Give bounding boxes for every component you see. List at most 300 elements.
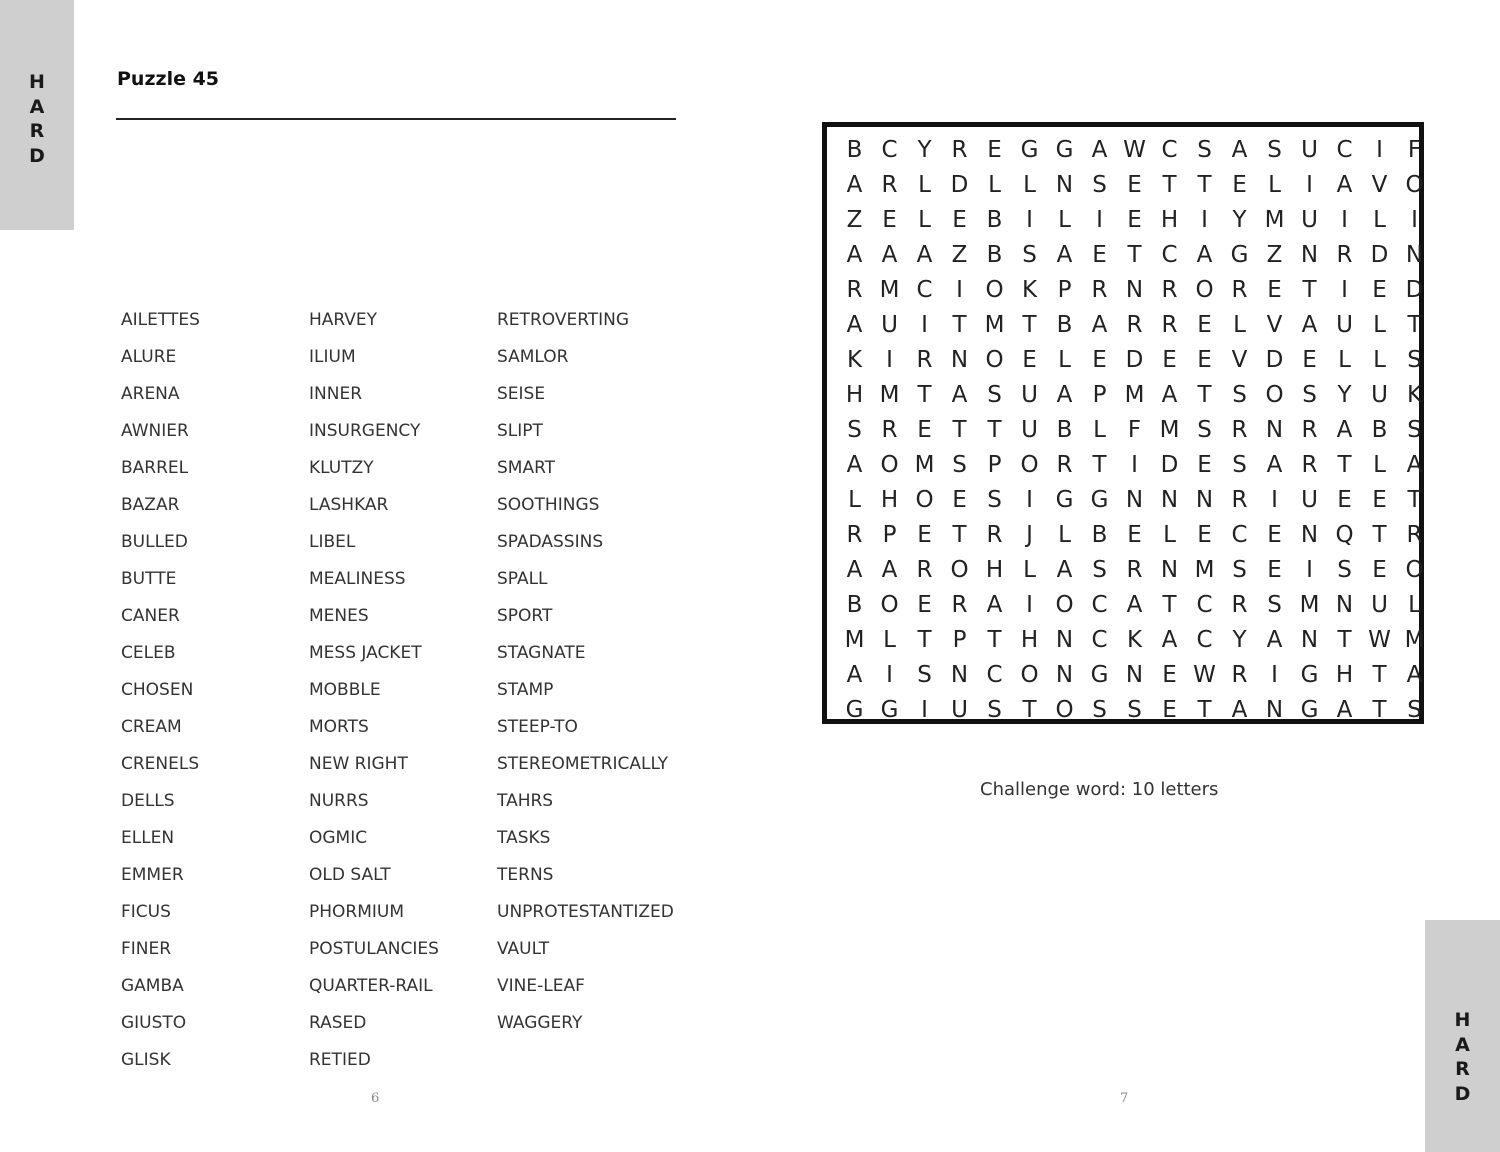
grid-letter-cell[interactable]: C bbox=[1196, 591, 1213, 618]
grid-letter-cell[interactable]: B bbox=[846, 136, 863, 163]
grid-letter-cell[interactable]: I bbox=[921, 311, 928, 338]
word-list-item: RETIED bbox=[309, 1050, 371, 1070]
grid-letter-cell[interactable]: R bbox=[1231, 661, 1248, 688]
grid-letter-cell[interactable]: S bbox=[1092, 556, 1107, 583]
grid-letter-cell[interactable]: D bbox=[1160, 451, 1179, 478]
grid-letter-cell[interactable]: R bbox=[1126, 311, 1143, 338]
grid-letter-cell[interactable]: R bbox=[846, 276, 863, 303]
grid-letter-cell[interactable]: I bbox=[1026, 486, 1033, 513]
grid-letter-cell[interactable]: R bbox=[951, 136, 968, 163]
grid-letter-cell[interactable]: T bbox=[917, 381, 932, 408]
grid-letter-cell[interactable]: A bbox=[1056, 241, 1073, 268]
grid-letter-cell[interactable]: E bbox=[1162, 346, 1177, 373]
grid-letter-cell[interactable]: W bbox=[1368, 626, 1391, 653]
grid-letter-cell[interactable]: I bbox=[1026, 206, 1033, 233]
grid-letter-cell[interactable]: G bbox=[1055, 486, 1074, 513]
grid-letter-cell[interactable]: E bbox=[1337, 486, 1352, 513]
grid-letter-cell[interactable]: I bbox=[1271, 486, 1278, 513]
grid-letter-cell[interactable]: V bbox=[1371, 171, 1388, 198]
grid-letter-cell[interactable]: J bbox=[1026, 521, 1033, 548]
grid-letter-cell[interactable]: G bbox=[1300, 661, 1319, 688]
grid-letter-cell[interactable]: E bbox=[1127, 206, 1142, 233]
grid-letter-cell[interactable]: C bbox=[916, 276, 933, 303]
grid-letter-cell[interactable]: L bbox=[1058, 206, 1071, 233]
grid-letter-cell[interactable]: T bbox=[987, 416, 1002, 443]
grid-letter-cell[interactable]: R bbox=[1091, 276, 1108, 303]
word-list-item: PHORMIUM bbox=[309, 902, 405, 922]
grid-letter-cell[interactable]: A bbox=[1301, 311, 1318, 338]
grid-letter-cell[interactable]: I bbox=[1131, 451, 1138, 478]
grid-letter-cell[interactable]: C bbox=[881, 136, 898, 163]
grid-letter-cell[interactable]: L bbox=[1268, 171, 1281, 198]
grid-letter-cell[interactable]: M bbox=[844, 626, 865, 653]
grid-letter-cell[interactable]: A bbox=[1336, 171, 1353, 198]
grid-letter-cell[interactable]: R bbox=[951, 591, 968, 618]
grid-letter-cell[interactable]: S bbox=[1092, 171, 1107, 198]
grid-letter-cell[interactable]: U bbox=[881, 311, 898, 338]
grid-letter-cell[interactable]: S bbox=[1232, 381, 1247, 408]
grid-letter-cell[interactable]: B bbox=[1056, 311, 1073, 338]
grid-letter-cell[interactable]: I bbox=[1201, 206, 1208, 233]
grid-letter-cell[interactable]: I bbox=[1341, 276, 1348, 303]
grid-letter-cell[interactable]: B bbox=[986, 206, 1003, 233]
grid-letter-cell[interactable]: N bbox=[1125, 661, 1144, 688]
grid-letter-cell[interactable]: S bbox=[1127, 696, 1142, 723]
grid-letter-cell[interactable]: T bbox=[1302, 276, 1317, 303]
grid-letter-cell[interactable]: A bbox=[986, 591, 1003, 618]
grid-letter-cell[interactable]: R bbox=[1126, 556, 1143, 583]
grid-letter-cell[interactable]: E bbox=[1372, 486, 1387, 513]
grid-letter-cell[interactable]: L bbox=[1023, 171, 1036, 198]
grid-letter-cell[interactable]: Y bbox=[1232, 206, 1247, 233]
grid-letter-cell[interactable]: O bbox=[880, 591, 899, 618]
puzzle-title: Puzzle 45 bbox=[117, 68, 220, 90]
grid-letter-cell[interactable]: R bbox=[1336, 241, 1353, 268]
grid-letter-cell[interactable]: L bbox=[918, 171, 931, 198]
grid-letter-cell[interactable]: O bbox=[1020, 661, 1039, 688]
grid-letter-cell[interactable]: Z bbox=[1266, 241, 1283, 268]
grid-letter-cell[interactable]: T bbox=[1022, 311, 1037, 338]
grid-letter-cell[interactable]: E bbox=[1232, 171, 1247, 198]
grid-letter-cell[interactable]: S bbox=[1197, 136, 1212, 163]
grid-letter-cell[interactable]: T bbox=[1372, 661, 1387, 688]
grid-letter-cell[interactable]: C bbox=[1091, 591, 1108, 618]
page-number-right: 7 bbox=[1120, 1091, 1129, 1106]
grid-letter-cell[interactable]: S bbox=[1337, 556, 1352, 583]
grid-letter-cell[interactable]: B bbox=[846, 591, 863, 618]
grid-letter-cell[interactable]: N bbox=[1055, 626, 1074, 653]
grid-letter-cell[interactable]: E bbox=[1372, 276, 1387, 303]
grid-letter-cell[interactable]: U bbox=[1021, 416, 1038, 443]
grid-letter-cell[interactable]: E bbox=[1267, 276, 1282, 303]
grid-letter-cell[interactable]: O bbox=[950, 556, 969, 583]
grid-letter-cell[interactable]: U bbox=[1371, 381, 1388, 408]
grid-letter-cell[interactable]: E bbox=[1372, 556, 1387, 583]
grid-letter-cell[interactable]: A bbox=[1196, 241, 1213, 268]
grid-letter-cell[interactable]: R bbox=[881, 171, 898, 198]
grid-letter-cell[interactable]: L bbox=[1023, 556, 1036, 583]
grid-letter-cell[interactable]: S bbox=[1302, 381, 1317, 408]
grid-letter-cell[interactable]: I bbox=[1376, 136, 1383, 163]
grid-letter-cell[interactable]: H bbox=[1020, 626, 1039, 653]
grid-letter-cell[interactable]: D bbox=[1125, 346, 1144, 373]
grid-letter-cell[interactable]: K bbox=[846, 346, 863, 373]
grid-letter-cell[interactable]: A bbox=[1406, 451, 1423, 478]
grid-letter-cell[interactable]: S bbox=[847, 416, 862, 443]
grid-letter-cell[interactable]: A bbox=[1091, 136, 1108, 163]
grid-letter-cell[interactable]: H bbox=[1160, 206, 1179, 233]
grid-letter-cell[interactable]: P bbox=[952, 626, 967, 653]
grid-letter-cell[interactable]: R bbox=[1301, 451, 1318, 478]
grid-letter-cell[interactable]: L bbox=[1163, 521, 1176, 548]
grid-letter-cell[interactable]: L bbox=[1058, 346, 1071, 373]
grid-letter-cell[interactable]: I bbox=[1306, 556, 1313, 583]
grid-letter-cell[interactable]: T bbox=[1162, 591, 1177, 618]
grid-letter-cell[interactable]: T bbox=[987, 626, 1002, 653]
grid-letter-cell[interactable]: D bbox=[1265, 346, 1284, 373]
grid-letter-cell[interactable]: L bbox=[1338, 346, 1351, 373]
grid-letter-cell[interactable]: A bbox=[1126, 591, 1143, 618]
grid-letter-cell[interactable]: L bbox=[1373, 311, 1386, 338]
grid-letter-cell[interactable]: C bbox=[1161, 136, 1178, 163]
grid-letter-cell[interactable]: T bbox=[1127, 241, 1142, 268]
grid-letter-cell[interactable]: I bbox=[1341, 206, 1348, 233]
grid-letter-cell[interactable]: E bbox=[1092, 241, 1107, 268]
grid-letter-cell[interactable]: T bbox=[1092, 451, 1107, 478]
grid-letter-cell[interactable]: G bbox=[1230, 241, 1249, 268]
grid-letter-cell[interactable]: O bbox=[1055, 696, 1074, 723]
grid-letter-cell[interactable]: A bbox=[846, 171, 863, 198]
grid-letter-cell[interactable]: L bbox=[1373, 206, 1386, 233]
grid-letter-cell[interactable]: A bbox=[881, 241, 898, 268]
grid-letter-cell[interactable]: C bbox=[1161, 241, 1178, 268]
grid-letter-cell[interactable]: S bbox=[987, 486, 1002, 513]
grid-letter-cell[interactable]: A bbox=[846, 451, 863, 478]
grid-letter-cell[interactable]: A bbox=[1406, 661, 1423, 688]
grid-letter-cell[interactable]: L bbox=[1093, 416, 1106, 443]
grid-letter-cell[interactable]: N bbox=[1055, 661, 1074, 688]
grid-letter-cell[interactable]: N bbox=[1160, 556, 1179, 583]
grid-letter-cell[interactable]: S bbox=[1232, 451, 1247, 478]
grid-letter-cell[interactable]: I bbox=[956, 276, 963, 303]
grid-letter-cell[interactable]: Y bbox=[1232, 626, 1247, 653]
grid-letter-cell[interactable]: P bbox=[1057, 276, 1072, 303]
grid-letter-cell[interactable]: U bbox=[1021, 381, 1038, 408]
grid-letter-cell[interactable]: T bbox=[917, 626, 932, 653]
grid-letter-cell[interactable]: A bbox=[1231, 136, 1248, 163]
grid-letter-cell[interactable]: H bbox=[880, 486, 899, 513]
grid-letter-cell[interactable]: E bbox=[1267, 556, 1282, 583]
grid-letter-cell[interactable]: U bbox=[1301, 486, 1318, 513]
grid-letter-cell[interactable]: G bbox=[845, 696, 864, 723]
grid-letter-cell[interactable]: I bbox=[886, 346, 893, 373]
grid-letter-cell[interactable]: U bbox=[1301, 206, 1318, 233]
grid-letter-cell[interactable]: S bbox=[987, 381, 1002, 408]
grid-letter-cell[interactable]: Y bbox=[1337, 381, 1352, 408]
word-list-item: BULLED bbox=[121, 532, 188, 552]
grid-letter-cell[interactable]: S bbox=[1267, 591, 1282, 618]
grid-letter-cell[interactable]: O bbox=[1195, 276, 1214, 303]
grid-letter-cell[interactable]: Z bbox=[951, 241, 968, 268]
grid-letter-cell[interactable]: R bbox=[916, 556, 933, 583]
grid-letter-cell[interactable]: T bbox=[1372, 521, 1387, 548]
grid-letter-cell[interactable]: O bbox=[1265, 381, 1284, 408]
grid-letter-cell[interactable]: O bbox=[1405, 171, 1424, 198]
grid-letter-cell[interactable]: O bbox=[880, 451, 899, 478]
grid-letter-cell[interactable]: E bbox=[1302, 346, 1317, 373]
grid-letter-cell[interactable]: N bbox=[1265, 416, 1284, 443]
grid-letter-cell[interactable]: S bbox=[1092, 696, 1107, 723]
grid-letter-cell[interactable]: R bbox=[1231, 486, 1248, 513]
grid-letter-cell[interactable]: M bbox=[1194, 556, 1215, 583]
grid-letter-cell[interactable]: F bbox=[1407, 136, 1422, 163]
word-list-item: TAHRS bbox=[497, 791, 554, 811]
grid-letter-cell[interactable]: L bbox=[848, 486, 861, 513]
grid-letter-cell[interactable]: T bbox=[1022, 696, 1037, 723]
grid-letter-cell[interactable]: I bbox=[1096, 206, 1103, 233]
grid-letter-cell[interactable]: L bbox=[883, 626, 896, 653]
grid-letter-cell[interactable]: E bbox=[952, 486, 967, 513]
grid-letter-cell[interactable]: U bbox=[1301, 136, 1318, 163]
grid-letter-cell[interactable]: T bbox=[1372, 696, 1387, 723]
grid-letter-cell[interactable]: N bbox=[1300, 521, 1319, 548]
grid-letter-cell[interactable]: A bbox=[1056, 556, 1073, 583]
grid-letter-cell[interactable]: S bbox=[987, 696, 1002, 723]
grid-letter-cell[interactable]: R bbox=[1231, 591, 1248, 618]
grid-letter-cell[interactable]: C bbox=[986, 661, 1003, 688]
grid-letter-cell[interactable]: N bbox=[1195, 486, 1214, 513]
grid-letter-cell[interactable]: M bbox=[1124, 381, 1145, 408]
grid-letter-cell[interactable]: N bbox=[950, 346, 969, 373]
grid-letter-cell[interactable]: Y bbox=[917, 136, 932, 163]
grid-letter-cell[interactable]: G bbox=[1090, 486, 1109, 513]
grid-letter-cell[interactable]: E bbox=[1197, 521, 1212, 548]
grid-letter-cell[interactable]: O bbox=[985, 346, 1004, 373]
grid-letter-cell[interactable]: E bbox=[1162, 696, 1177, 723]
grid-letter-cell[interactable]: N bbox=[1300, 241, 1319, 268]
grid-letter-cell[interactable]: R bbox=[1161, 311, 1178, 338]
grid-letter-cell[interactable]: E bbox=[987, 136, 1002, 163]
grid-letter-cell[interactable]: A bbox=[1091, 311, 1108, 338]
grid-letter-cell[interactable]: L bbox=[1058, 521, 1071, 548]
grid-letter-cell[interactable]: A bbox=[1231, 696, 1248, 723]
grid-letter-cell[interactable]: A bbox=[1336, 696, 1353, 723]
grid-letter-cell[interactable]: L bbox=[1408, 591, 1421, 618]
grid-letter-cell[interactable]: N bbox=[1055, 171, 1074, 198]
grid-letter-cell[interactable]: A bbox=[951, 381, 968, 408]
grid-letter-cell[interactable]: H bbox=[985, 556, 1004, 583]
grid-letter-cell[interactable]: A bbox=[1056, 381, 1073, 408]
grid-letter-cell[interactable]: B bbox=[986, 241, 1003, 268]
grid-letter-cell[interactable]: W bbox=[1193, 661, 1216, 688]
grid-letter-cell[interactable]: P bbox=[987, 451, 1002, 478]
grid-letter-cell[interactable]: K bbox=[1126, 626, 1143, 653]
grid-letter-cell[interactable]: A bbox=[846, 311, 863, 338]
grid-letter-cell[interactable]: A bbox=[846, 241, 863, 268]
grid-letter-cell[interactable]: S bbox=[1407, 346, 1422, 373]
grid-letter-cell[interactable]: I bbox=[1271, 661, 1278, 688]
grid-letter-cell[interactable]: R bbox=[1161, 276, 1178, 303]
grid-letter-cell[interactable]: S bbox=[1267, 136, 1282, 163]
grid-letter-cell[interactable]: A bbox=[1161, 626, 1178, 653]
grid-letter-cell[interactable]: A bbox=[1266, 626, 1283, 653]
grid-letter-cell[interactable]: R bbox=[916, 346, 933, 373]
grid-letter-cell[interactable]: H bbox=[1335, 661, 1354, 688]
grid-letter-cell[interactable]: G bbox=[1020, 136, 1039, 163]
grid-letter-cell[interactable]: T bbox=[1407, 486, 1422, 513]
grid-letter-cell[interactable]: N bbox=[1405, 241, 1424, 268]
grid-letter-cell[interactable]: B bbox=[1371, 416, 1388, 443]
grid-letter-cell[interactable]: B bbox=[1056, 416, 1073, 443]
grid-letter-cell[interactable]: M bbox=[1404, 626, 1425, 653]
grid-letter-cell[interactable]: R bbox=[1231, 416, 1248, 443]
grid-letter-cell[interactable]: E bbox=[1092, 346, 1107, 373]
grid-letter-cell[interactable]: A bbox=[1336, 416, 1353, 443]
grid-letter-cell[interactable]: A bbox=[846, 661, 863, 688]
grid-letter-cell[interactable]: E bbox=[1267, 521, 1282, 548]
grid-letter-cell[interactable]: T bbox=[952, 521, 967, 548]
grid-letter-cell[interactable]: P bbox=[882, 521, 897, 548]
word-list-item: GLISK bbox=[121, 1050, 171, 1070]
grid-letter-cell[interactable]: T bbox=[1337, 626, 1352, 653]
grid-letter-cell[interactable]: M bbox=[914, 451, 935, 478]
grid-letter-cell[interactable]: W bbox=[1123, 136, 1146, 163]
grid-letter-cell[interactable]: E bbox=[917, 591, 932, 618]
grid-letter-cell[interactable]: T bbox=[1162, 171, 1177, 198]
grid-letter-cell[interactable]: R bbox=[881, 416, 898, 443]
grid-letter-cell[interactable]: D bbox=[1405, 276, 1424, 303]
grid-letter-cell[interactable]: M bbox=[984, 311, 1005, 338]
grid-letter-cell[interactable]: L bbox=[918, 206, 931, 233]
grid-letter-cell[interactable]: L bbox=[1373, 346, 1386, 373]
grid-letter-cell[interactable]: A bbox=[916, 241, 933, 268]
grid-letter-cell[interactable]: V bbox=[1231, 346, 1248, 373]
word-list-item: SOOTHINGS bbox=[497, 495, 600, 515]
grid-letter-cell[interactable]: R bbox=[1231, 276, 1248, 303]
grid-letter-cell[interactable]: O bbox=[1405, 556, 1424, 583]
grid-letter-cell[interactable]: C bbox=[1091, 626, 1108, 653]
grid-letter-cell[interactable]: V bbox=[1266, 311, 1283, 338]
grid-letter-cell[interactable]: B bbox=[1091, 521, 1108, 548]
grid-letter-cell[interactable]: C bbox=[1231, 521, 1248, 548]
grid-letter-cell[interactable]: E bbox=[917, 416, 932, 443]
grid-letter-cell[interactable]: R bbox=[986, 521, 1003, 548]
grid-letter-cell[interactable]: E bbox=[952, 206, 967, 233]
grid-letter-cell[interactable]: Z bbox=[846, 206, 863, 233]
word-list-item: INSURGENCY bbox=[309, 421, 421, 441]
grid-letter-cell[interactable]: O bbox=[1020, 451, 1039, 478]
grid-letter-cell[interactable]: N bbox=[1125, 486, 1144, 513]
grid-letter-cell[interactable]: E bbox=[1197, 346, 1212, 373]
grid-letter-cell[interactable]: E bbox=[1197, 451, 1212, 478]
grid-letter-cell[interactable]: L bbox=[988, 171, 1001, 198]
grid-letter-cell[interactable]: S bbox=[1022, 241, 1037, 268]
grid-letter-cell[interactable]: N bbox=[1300, 626, 1319, 653]
grid-letter-cell[interactable]: U bbox=[1336, 311, 1353, 338]
grid-letter-cell[interactable]: T bbox=[1197, 381, 1212, 408]
grid-letter-cell[interactable]: M bbox=[1299, 591, 1320, 618]
grid-letter-cell[interactable]: I bbox=[1306, 171, 1313, 198]
grid-letter-cell[interactable]: S bbox=[1197, 416, 1212, 443]
grid-letter-cell[interactable]: D bbox=[950, 171, 969, 198]
grid-letter-cell[interactable]: I bbox=[1411, 206, 1418, 233]
grid-letter-cell[interactable]: S bbox=[952, 451, 967, 478]
grid-letter-cell[interactable]: A bbox=[881, 556, 898, 583]
grid-letter-cell[interactable]: T bbox=[952, 311, 967, 338]
grid-letter-cell[interactable]: M bbox=[879, 276, 900, 303]
word-list-item: SPORT bbox=[497, 606, 553, 626]
grid-letter-cell[interactable]: G bbox=[1055, 136, 1074, 163]
grid-letter-cell[interactable]: K bbox=[1406, 381, 1423, 408]
grid-letter-cell[interactable]: E bbox=[882, 206, 897, 233]
grid-letter-cell[interactable]: G bbox=[1300, 696, 1319, 723]
word-list-item: LIBEL bbox=[309, 532, 356, 552]
grid-letter-cell[interactable]: O bbox=[985, 276, 1004, 303]
grid-letter-cell[interactable]: R bbox=[846, 521, 863, 548]
grid-letter-cell[interactable]: E bbox=[1197, 311, 1212, 338]
grid-letter-cell[interactable]: D bbox=[1370, 241, 1389, 268]
grid-letter-cell[interactable]: E bbox=[917, 521, 932, 548]
grid-letter-cell[interactable]: N bbox=[1335, 591, 1354, 618]
grid-letter-cell[interactable]: A bbox=[1266, 451, 1283, 478]
grid-letter-cell[interactable]: M bbox=[1264, 206, 1285, 233]
grid-letter-cell[interactable]: G bbox=[1090, 661, 1109, 688]
grid-letter-cell[interactable]: L bbox=[1233, 311, 1246, 338]
grid-letter-cell[interactable]: K bbox=[1021, 276, 1038, 303]
grid-letter-cell[interactable]: T bbox=[952, 416, 967, 443]
grid-letter-cell[interactable]: O bbox=[1055, 591, 1074, 618]
grid-letter-cell[interactable]: Q bbox=[1335, 521, 1354, 548]
grid-letter-cell[interactable]: T bbox=[1197, 696, 1212, 723]
grid-letter-cell[interactable]: C bbox=[1336, 136, 1353, 163]
grid-letter-cell[interactable]: I bbox=[921, 696, 928, 723]
grid-letter-cell[interactable]: L bbox=[1373, 451, 1386, 478]
grid-letter-cell[interactable]: T bbox=[1407, 311, 1422, 338]
grid-letter-cell[interactable]: M bbox=[1159, 416, 1180, 443]
grid-letter-cell[interactable]: N bbox=[950, 661, 969, 688]
grid-letter-cell[interactable]: A bbox=[1161, 381, 1178, 408]
grid-letter-cell[interactable]: I bbox=[886, 661, 893, 688]
grid-letter-cell[interactable]: C bbox=[1196, 626, 1213, 653]
grid-letter-cell[interactable]: A bbox=[846, 556, 863, 583]
grid-letter-cell[interactable]: H bbox=[845, 381, 864, 408]
grid-letter-cell[interactable]: O bbox=[915, 486, 934, 513]
grid-letter-cell[interactable]: N bbox=[1160, 486, 1179, 513]
grid-letter-cell[interactable]: U bbox=[951, 696, 968, 723]
grid-letter-cell[interactable]: S bbox=[1407, 696, 1422, 723]
grid-letter-cell[interactable]: P bbox=[1092, 381, 1107, 408]
grid-letter-cell[interactable]: E bbox=[1127, 171, 1142, 198]
grid-letter-cell[interactable]: E bbox=[1127, 521, 1142, 548]
grid-letter-cell[interactable]: E bbox=[1162, 661, 1177, 688]
grid-letter-cell[interactable]: T bbox=[1197, 171, 1212, 198]
grid-letter-cell[interactable]: R bbox=[1406, 521, 1423, 548]
grid-letter-cell[interactable]: I bbox=[1026, 591, 1033, 618]
grid-letter-cell[interactable]: T bbox=[1337, 451, 1352, 478]
grid-letter-cell[interactable]: N bbox=[1125, 276, 1144, 303]
grid-letter-cell[interactable]: R bbox=[1056, 451, 1073, 478]
grid-letter-cell[interactable]: E bbox=[1022, 346, 1037, 373]
grid-letter-cell[interactable]: R bbox=[1301, 416, 1318, 443]
grid-letter-cell[interactable]: S bbox=[1232, 556, 1247, 583]
grid-letter-cell[interactable]: U bbox=[1371, 591, 1388, 618]
grid-letter-cell[interactable]: S bbox=[917, 661, 932, 688]
grid-letter-cell[interactable]: F bbox=[1127, 416, 1142, 443]
grid-letter-cell[interactable]: M bbox=[879, 381, 900, 408]
grid-letter-cell[interactable]: N bbox=[1265, 696, 1284, 723]
grid-letter-cell[interactable]: G bbox=[880, 696, 899, 723]
grid-letter-cell[interactable]: S bbox=[1407, 416, 1422, 443]
